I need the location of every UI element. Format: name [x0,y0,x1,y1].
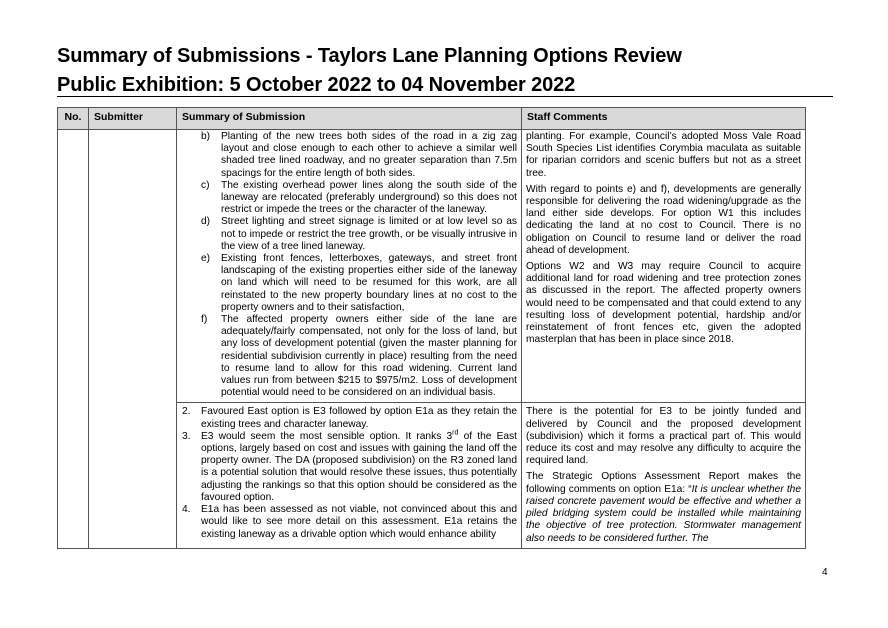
list-item: 3. E3 would seem the most sensible option. It ranks 3rd of the East options, largely based on cost and issues with gaining the land off the property owner. The DA (proposed subdivision) on the R3 zoned land is a potential solution that would resolve these issues, thus potentially adjusting the rankings so that this option should be considered as the favoured option. [182,429,517,503]
list-item: 4. E1a has been assessed as not viable, not convinced about this and would like to see more detail on this assessment. E1a retains the existing laneway as a drivable option which would enhance ability [182,504,517,540]
staff-paragraph: The Strategic Options Assessment Report makes the following comments on option E1a: “It is unclear whether the raised concrete pavement would be effective and whether a piled bridging system could be installed while maintaining the objective of tree protection. Stormwater management also needs to be considered further. The [526,471,801,544]
list-item: c) The existing overhead power lines along the south side of the laneway are relocated (preferably underground) so this does not restrict or impede the trees or the character of the laneway. [201,179,517,216]
staff-paragraph: planting. For example, Council’s adopted Moss Vale Road South Species List identifies Corymbia maculata as suitable for riparian corridors and scenic buffers but not as a street tree. [526,131,801,179]
table-row [58,130,806,403]
cell-staff-comments [522,130,806,403]
submissions-table [57,107,806,549]
page-title: Summary of Submissions - Taylors Lane Planning Options Review [57,45,682,67]
list-item: f) The affected property owners either side of the lane are adequately/fairly compensated, not only for the loss of land, but any loss of development potential (given the master planning for residential subdivision currently in place) resulting from the need to resume land to allow for this road widening. Current land values run from between $215 to $975/m2. Loss of development potential would need to be considered on an individual basis. [201,314,517,399]
title-rule [57,96,833,97]
cell-submitter [89,130,177,549]
page-subtitle: Public Exhibition: 5 October 2022 to 04 November 2022 [57,74,576,96]
page-number: 4 [822,567,828,578]
cell-summary [177,403,522,548]
list-item: e) Existing front fences, letterboxes, gateways, and street front landscaping of the existing properties either side of the laneway on land which will need to be resumed for this work, are all reinstated to the new property boundary lines at no cost to the property owners and to their satisfaction, [201,253,517,313]
cell-summary [177,130,522,403]
col-header-summary: Summary of Submission [177,108,522,130]
list-item: 2. Favoured East option is E3 followed by option E1a as they retain the existing trees and character laneway. [182,406,517,430]
col-header-submitter: Submitter [89,108,177,130]
cell-staff-comments [522,403,806,548]
staff-paragraph: With regard to points e) and f), developments are generally responsible for delivering the road widening/upgrade as the land either side develops. For option W1 this includes dedicating the land at no cost to Council. There is no obligation on Council to resume land or deliver the road ahead of development. [526,183,801,256]
col-header-no: No. [58,108,89,130]
list-item: d) Street lighting and street signage is limited or at low level so as not to impede or restrict the tree growth, or be visually intrusive in the view of a tree lined laneway. [201,216,517,252]
table-header-row [58,108,806,130]
staff-paragraph: Options W2 and W3 may require Council to acquire additional land for road widening and tree protection zones as discussed in the report. The affected property owners would need to be compensated and that could extend to any resulting loss of development potential, hardship and/or reinstatement of front fences etc, given the adopted masterplan that has been in place since 2018. [526,261,801,346]
cell-no [58,130,89,549]
staff-paragraph: There is the potential for E3 to be jointly funded and delivered by Council and the proposed development (subdivision) which it forms a practical part of. This would reduce its cost and may resolve any difficulty to acquire the required land. [526,406,801,467]
list-item: b) Planting of the new trees both sides of the road in a zig zag layout and close enough to each other to achieve a similar well shaded tree lined roadway, and no greater separation than 7.5m spacings for the entire length of both sides. [201,131,517,179]
col-header-staff: Staff Comments [522,108,806,130]
